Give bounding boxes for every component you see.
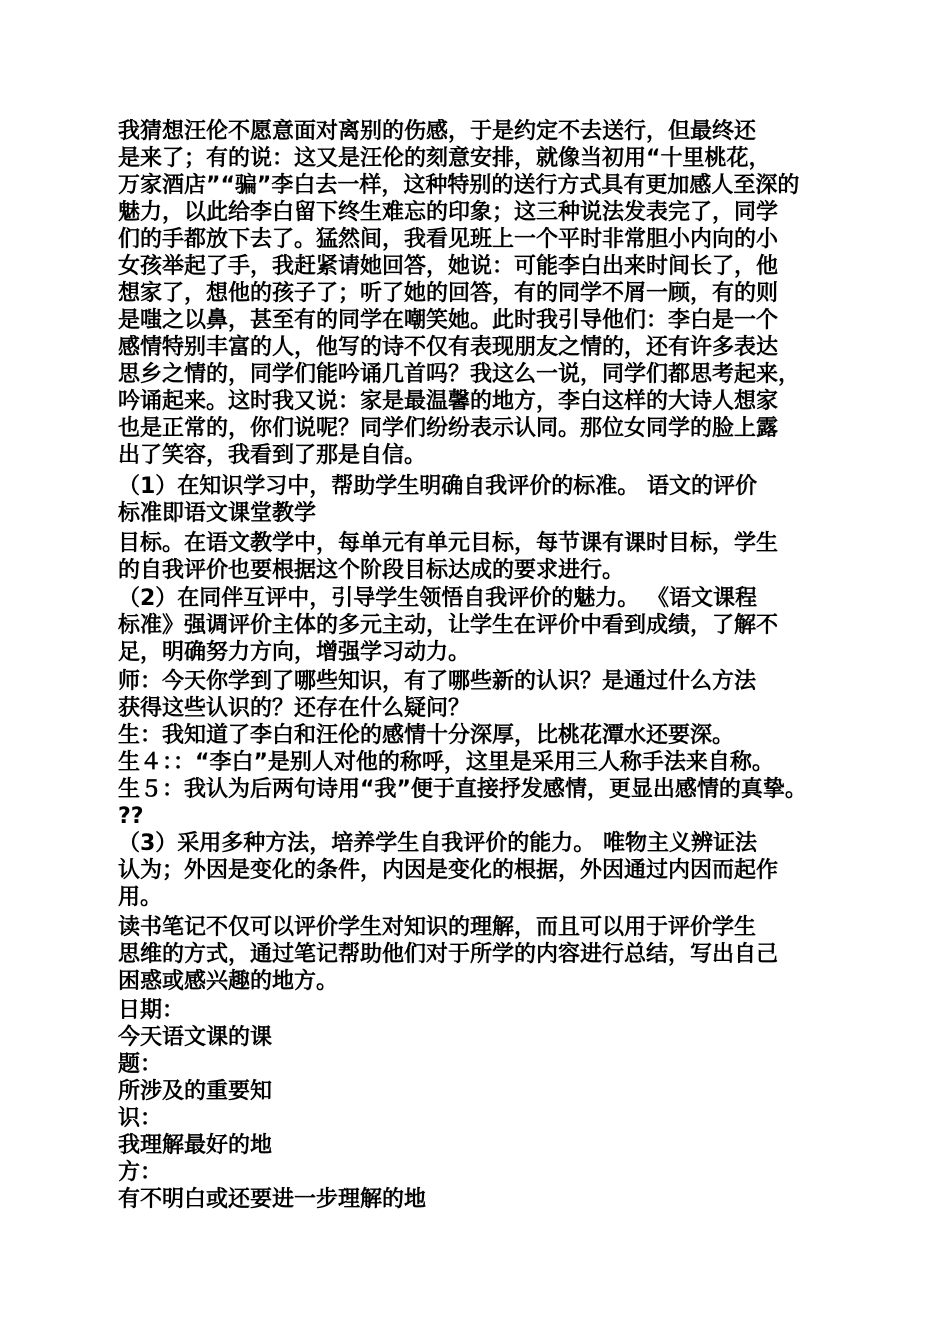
- text-line: 吟诵起来。这时我又说：家是最温馨的地方，李白这样的大诗人想家: [118, 389, 779, 414]
- form-field-label: 今天语文课的课: [118, 1025, 273, 1050]
- text-line: 也是正常的，你们说呢？同学们纷纷表示认同。那位女同学的脸上露: [118, 416, 779, 441]
- form-field-label: 识：: [118, 1106, 163, 1131]
- form-field-label: 我理解最好的地: [118, 1133, 273, 1158]
- text-line: 是嗤之以鼻，甚至有的同学在嘲笑她。此时我引导他们：李白是一个: [118, 308, 779, 333]
- form-field-label: 有不明白或还要进一步理解的地: [118, 1187, 427, 1212]
- dialogue-line: 生４：：“李白”是别人对他的称呼，这里是采用三人称手法来自称。: [118, 750, 774, 775]
- text-line: 困惑或感兴趣的地方。: [118, 969, 339, 994]
- text-line: 感情特别丰富的人，他写的诗不仅有表现朋友之情的，还有许多表达: [118, 335, 779, 360]
- text-line: 女孩举起了手，我赶紧请她回答，她说：可能李白出来时间长了，他: [118, 254, 779, 279]
- text-line: 读书笔记不仅可以评价学生对知识的理解，而且可以用于评价学生: [118, 915, 757, 940]
- text-line: 魅力，以此给李白留下终生难忘的印象；这三种说法发表完了，同学: [118, 200, 779, 225]
- text-line: 目标。在语文教学中，每单元有单元目标，每节课有课时目标，学生: [118, 531, 779, 556]
- text-line: 出了笑容，我看到了那是自信。: [118, 443, 427, 468]
- text-line: 是来了；有的说：这又是汪伦的刻意安排，就像当初用“十里桃花，: [118, 146, 771, 171]
- dialogue-line: 生：我知道了李白和汪伦的感情十分深厚，比桃花潭水还要深。: [118, 723, 735, 748]
- text-line: 万家酒店”“骗”李白去一样，这种特别的送行方式具有更加感人至深的: [118, 173, 800, 198]
- text-line: 思乡之情的，同学们能吟诵几首吗？我这么一说，同学们都思考起来，: [118, 362, 801, 387]
- form-field-label: 日期：: [118, 998, 185, 1023]
- text-line: 思维的方式，通过笔记帮助他们对于所学的内容进行总结，写出自己: [118, 942, 779, 967]
- form-field-label: 方：: [118, 1160, 163, 1185]
- section-heading-line: （1）在知识学习中，帮助学生明确自我评价的标准。 语文的评价: [118, 474, 757, 499]
- form-field-label: 所涉及的重要知: [118, 1079, 273, 1104]
- text-line: 标准即语文课堂教学: [118, 501, 317, 526]
- text-line: 足，明确努力方向，增强学习动力。: [118, 640, 471, 665]
- dialogue-line: 获得这些认识的？还存在什么疑问？: [118, 696, 471, 721]
- text-line: ??: [118, 804, 144, 829]
- text-line: 认为；外因是变化的条件，内因是变化的根据，外因通过内因而起作: [118, 858, 779, 883]
- section-heading-line: （3）采用多种方法，培养学生自我评价的能力。 唯物主义辨证法: [118, 831, 757, 856]
- text-line: 们的手都放下去了。猛然间，我看见班上一个平时非常胆小内向的小: [118, 227, 779, 252]
- section-heading-line: （2）在同伴互评中，引导学生领悟自我评价的魅力。 《语文课程: [118, 586, 757, 611]
- dialogue-line: 生５：我认为后两句诗用“我”便于直接抒发感情，更显出感情的真挚。: [118, 777, 807, 802]
- text-line: 标准》强调评价主体的多元主动，让学生在评价中看到成绩，了解不: [118, 613, 779, 638]
- text-line: 用。: [118, 885, 163, 910]
- text-line: 我猜想汪伦不愿意面对离别的伤感，于是约定不去送行，但最终还: [118, 119, 757, 144]
- text-line: 想家了，想他的孩子了；听了她的回答，有的同学不屑一顾，有的则: [118, 281, 779, 306]
- form-field-label: 题：: [118, 1052, 163, 1077]
- text-line: 的自我评价也要根据这个阶段目标达成的要求进行。: [118, 558, 625, 583]
- dialogue-line: 师：今天你学到了哪些知识，有了哪些新的认识？是通过什么方法: [118, 669, 757, 694]
